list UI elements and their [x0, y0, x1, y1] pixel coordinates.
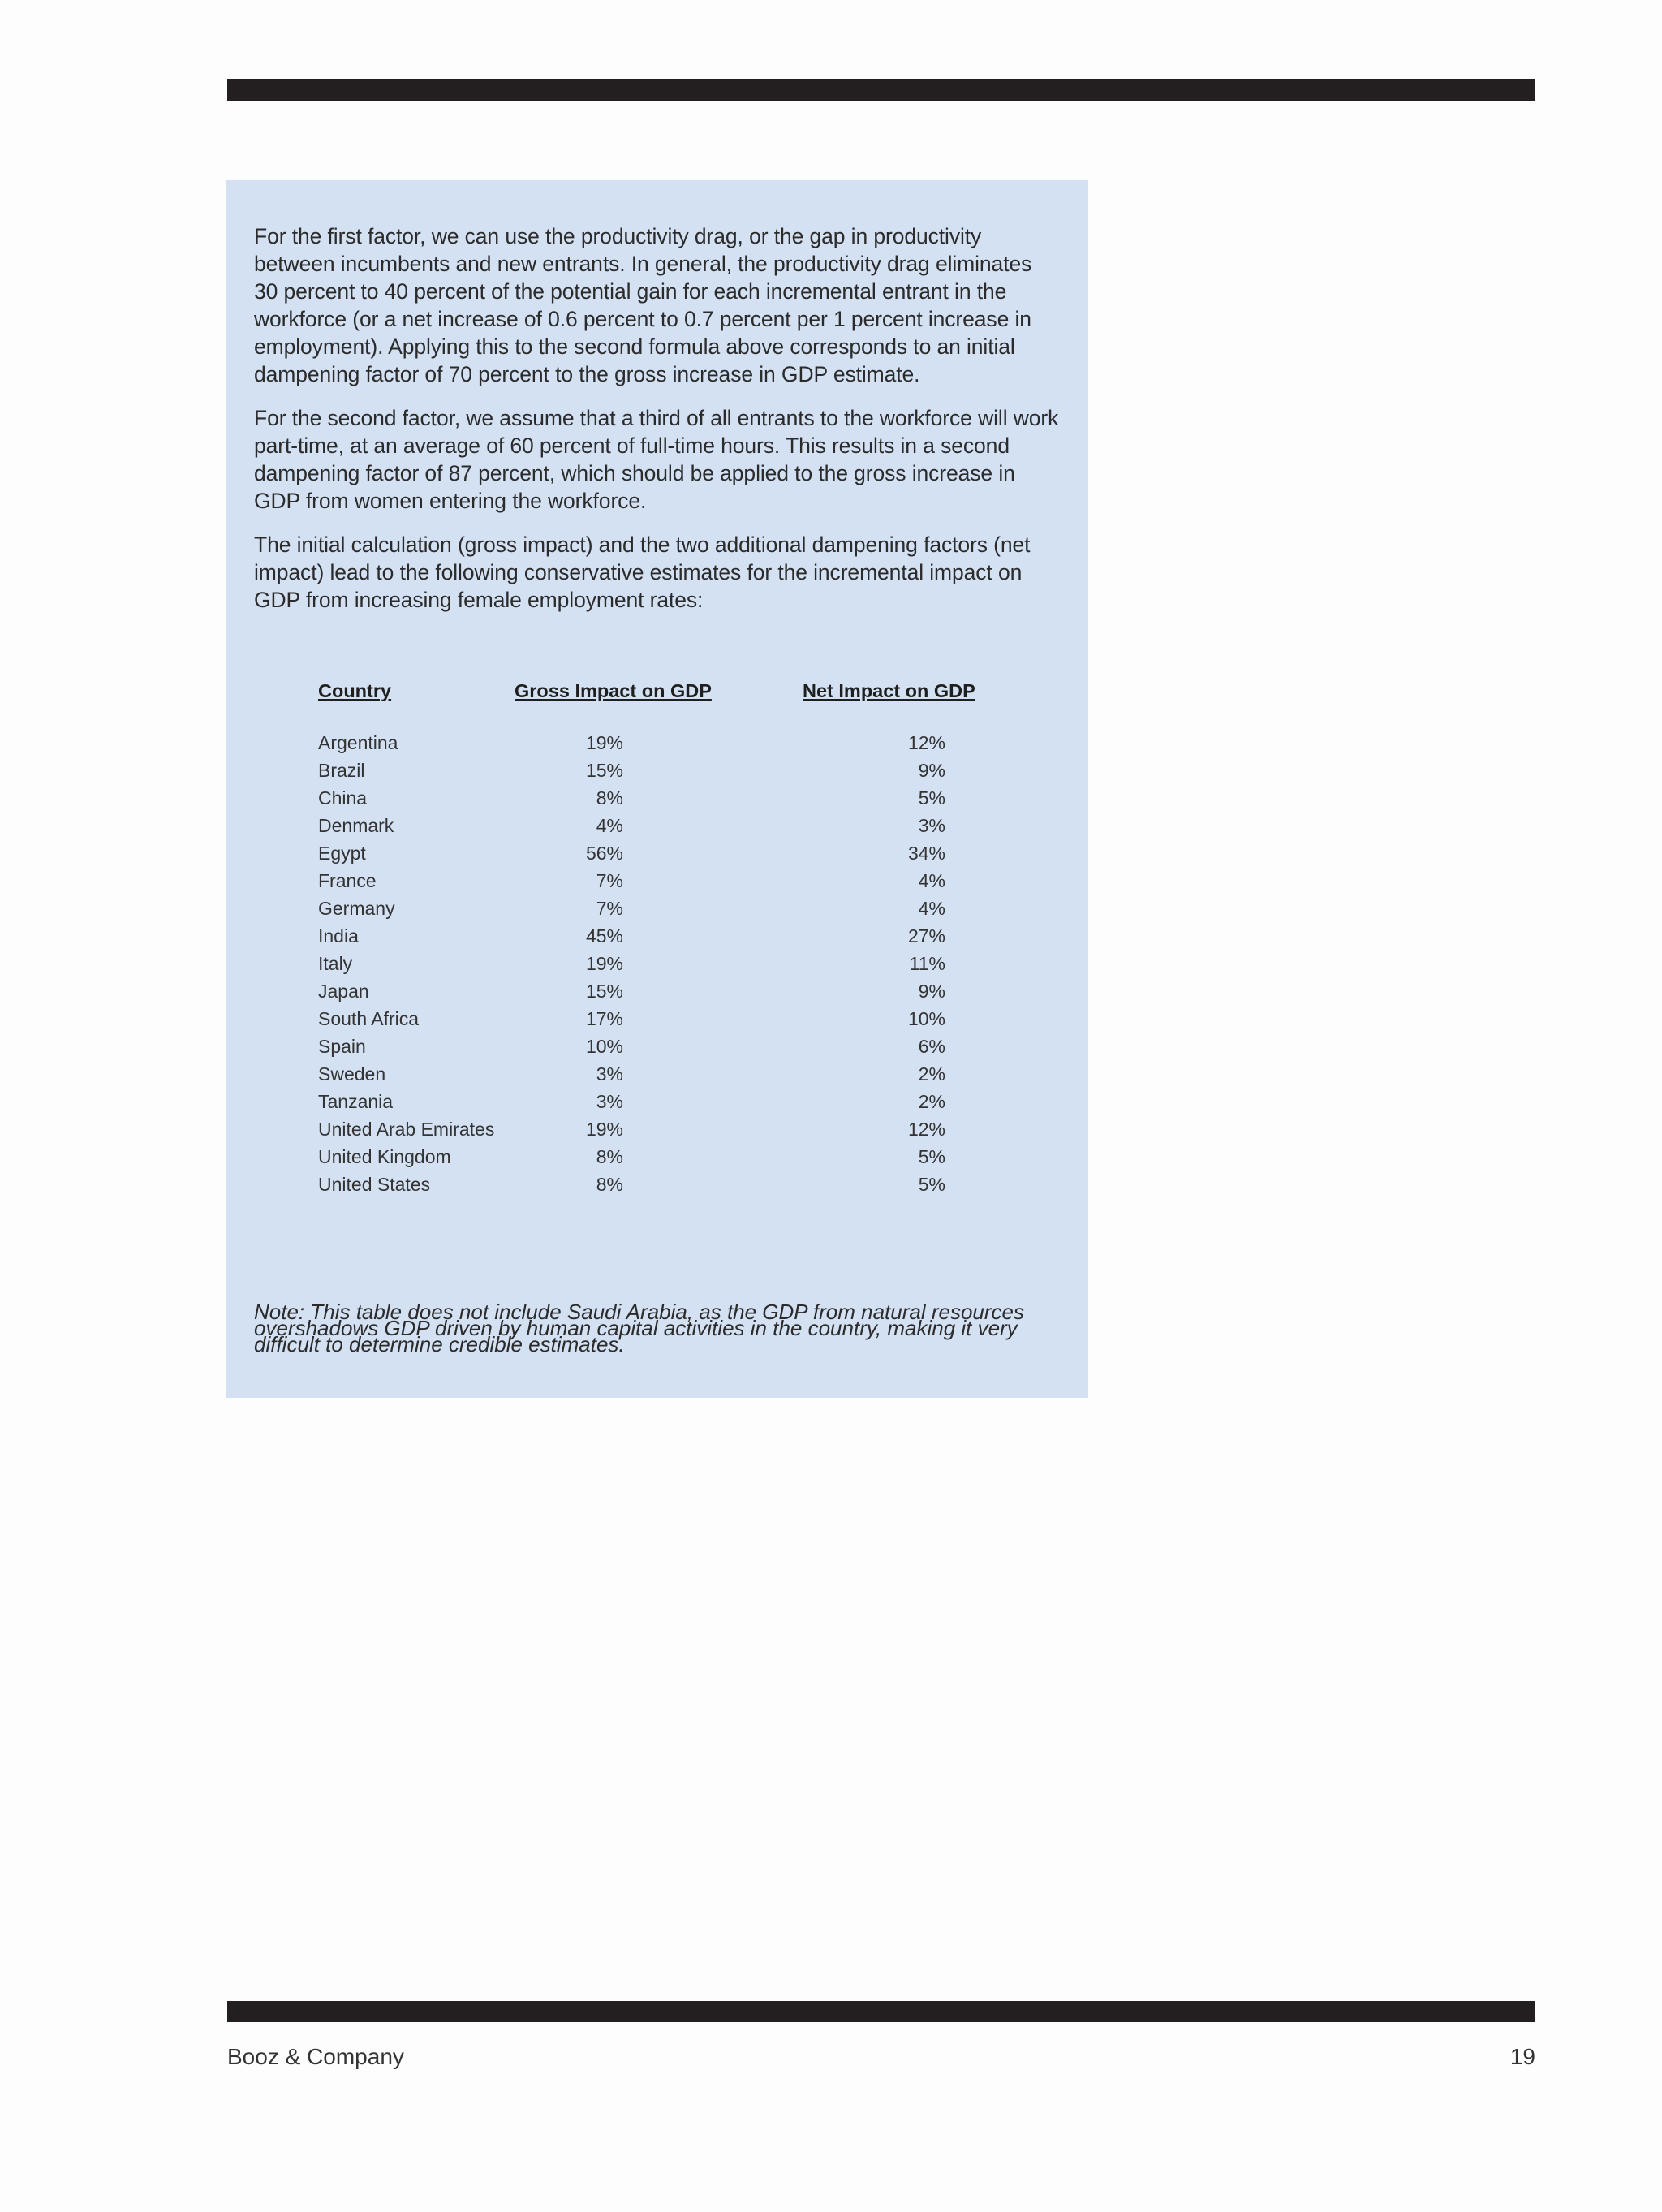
- gdp-impact-table: [318, 680, 1005, 1198]
- country-cell: Argentina: [318, 732, 398, 753]
- table-row: [318, 729, 1005, 757]
- net-impact-cell: 4%: [918, 870, 945, 891]
- header-country: Country: [318, 680, 392, 701]
- net-impact-cell: 27%: [907, 925, 945, 946]
- gross-impact-cell: 15%: [585, 760, 623, 781]
- gross-impact-cell: 17%: [585, 1008, 623, 1029]
- table-row: [318, 1005, 1005, 1033]
- header-rule: [227, 79, 1535, 101]
- page-number: 19: [1509, 2044, 1535, 2069]
- gross-impact-cell: 3%: [596, 1063, 623, 1084]
- gross-impact-cell: 8%: [596, 787, 623, 808]
- paragraph-second-factor: For the second factor, we assume that a third of all entrants to the workforce will work part-time, at an average of 60 percent of full-time hours. This results in a second dampening factor of 87 percent, which should be applied to the gross increase in GDP from women entering the workforce.: [254, 406, 1059, 513]
- table-row: [318, 867, 1005, 895]
- country-cell: China: [318, 787, 368, 808]
- table-row: [318, 1088, 1005, 1115]
- gross-impact-cell: 10%: [585, 1036, 623, 1057]
- table-row: [318, 950, 1005, 977]
- table-row: [318, 895, 1005, 922]
- country-cell: United States: [318, 1174, 431, 1195]
- gross-impact-cell: 8%: [596, 1146, 623, 1167]
- paragraph-first-factor: For the first factor, we can use the productivity drag, or the gap in productivity between incumbents and new entrants. In general, the productivity drag eliminates 30 percent to 40 percent of the potential gain for each incremental entrant in the workforce (or a net increase of 0.6 percent to 0.7 percent per 1 percent increase in employment). Applying this to the second formula above corresponds to an initial dampening factor of 70 percent to the gross increase in GDP estimate.: [254, 224, 1032, 386]
- gross-impact-cell: 4%: [596, 815, 623, 836]
- gross-impact-cell: 8%: [596, 1174, 623, 1195]
- table-row: [318, 1060, 1005, 1088]
- footer-rule: [227, 2001, 1535, 2022]
- net-impact-cell: 3%: [918, 815, 945, 836]
- net-impact-cell: 2%: [918, 1091, 945, 1112]
- paragraph-estimates-intro: The initial calculation (gross impact) and the two additional dampening factors (net impact) lead to the following conservative estimates for the incremental impact on GDP from increasing female employment rates:: [254, 533, 1031, 612]
- sidebar-box: [226, 180, 1088, 1398]
- net-impact-cell: 2%: [918, 1063, 945, 1084]
- table-row: [318, 1115, 1005, 1143]
- country-cell: United Kingdom: [318, 1146, 451, 1167]
- table-row: [318, 1143, 1005, 1171]
- gross-impact-cell: 56%: [585, 843, 623, 864]
- country-cell: India: [318, 925, 359, 946]
- country-cell: Japan: [318, 981, 369, 1002]
- net-impact-cell: 34%: [907, 843, 945, 864]
- net-impact-cell: 10%: [907, 1008, 945, 1029]
- net-impact-cell: 12%: [907, 1119, 945, 1140]
- country-cell: South Africa: [318, 1008, 420, 1029]
- net-impact-cell: 11%: [909, 953, 945, 974]
- table-row: [318, 977, 1005, 1005]
- net-impact-cell: 6%: [918, 1036, 945, 1057]
- table-note: Note: This table does not include Saudi Arabia, as the GDP from natural resources overshadows GDP driven by human capital activities in the country, making it very difficult to determine credible estimates.: [254, 1300, 1025, 1356]
- table-row: [318, 784, 1005, 812]
- net-impact-cell: 9%: [918, 760, 945, 781]
- table-row: [318, 922, 1005, 950]
- country-cell: Germany: [318, 898, 395, 919]
- net-impact-cell: 4%: [918, 898, 945, 919]
- table-row: [318, 757, 1005, 784]
- gross-impact-cell: 45%: [585, 925, 623, 946]
- gross-impact-cell: 7%: [596, 898, 623, 919]
- net-impact-cell: 12%: [907, 732, 945, 753]
- table-row: [318, 1033, 1005, 1060]
- gross-impact-cell: 15%: [585, 981, 623, 1002]
- header-net-impact: Net Impact on GDP: [803, 680, 975, 701]
- country-cell: France: [318, 870, 377, 891]
- gross-impact-cell: 7%: [596, 870, 623, 891]
- gross-impact-cell: 19%: [585, 732, 623, 753]
- country-cell: Denmark: [318, 815, 394, 836]
- gross-impact-cell: 3%: [596, 1091, 623, 1112]
- country-cell: United Arab Emirates: [318, 1119, 495, 1140]
- footer-publisher: Booz & Company: [227, 2044, 404, 2069]
- country-cell: Tanzania: [318, 1091, 394, 1112]
- table-header-row: [318, 680, 1005, 708]
- net-impact-cell: 5%: [918, 787, 945, 808]
- country-cell: Brazil: [318, 760, 365, 781]
- country-cell: Egypt: [318, 843, 366, 864]
- header-gross-impact: Gross Impact on GDP: [515, 680, 712, 701]
- country-cell: Sweden: [318, 1063, 386, 1084]
- table-row: [318, 1171, 1005, 1198]
- country-cell: Italy: [318, 953, 353, 974]
- country-cell: Spain: [318, 1036, 366, 1057]
- net-impact-cell: 9%: [918, 981, 945, 1002]
- net-impact-cell: 5%: [918, 1146, 945, 1167]
- gross-impact-cell: 19%: [585, 953, 623, 974]
- gross-impact-cell: 19%: [585, 1119, 623, 1140]
- table-spacer: [318, 708, 1005, 729]
- net-impact-cell: 5%: [918, 1174, 945, 1195]
- table-row: [318, 839, 1005, 867]
- table-row: [318, 812, 1005, 839]
